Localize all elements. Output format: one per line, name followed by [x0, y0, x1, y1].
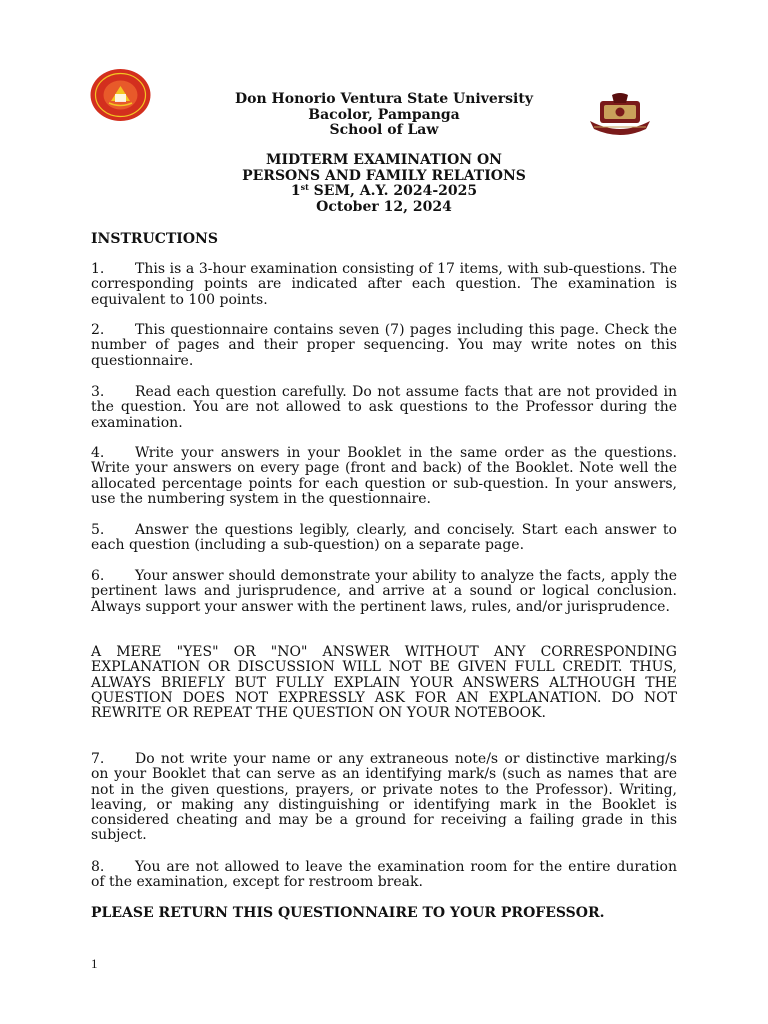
instruction-text: This is a 3-hour examination consisting of 17 items, with sub-questions. The corresponding points are indicated after each question. The examination is equivalent to 100 points. [91, 261, 677, 308]
instruction-item [91, 523, 677, 554]
instructions-heading: INSTRUCTIONS [91, 231, 218, 247]
closing-notice: PLEASE RETURN THIS QUESTIONNAIRE TO YOUR PROFESSOR. [91, 905, 605, 921]
instruction-item [91, 385, 677, 431]
exam-title-block [150, 153, 618, 215]
instruction-item [91, 860, 677, 891]
exam-date: October 12, 2024 [316, 198, 452, 215]
instruction-item [91, 262, 677, 308]
instruction-text: You are not allowed to leave the examination room for the entire duration of the examination, except for restroom break. [91, 859, 677, 891]
university-header [150, 92, 618, 139]
university-name: Don Honorio Ventura State University [235, 91, 533, 107]
instruction-number: 4. [91, 445, 105, 461]
semester-year: SEM, A.Y. 2024-2025 [308, 183, 478, 200]
semester-ordinal: st [300, 182, 309, 193]
page-number: 1 [91, 956, 98, 971]
exam-semester [150, 184, 618, 200]
instruction-item [91, 446, 677, 507]
exam-title-line1: MIDTERM EXAMINATION ON [266, 152, 502, 168]
instruction-text: This questionnaire contains seven (7) pages including this page. Check the number of pages and their proper sequencing. You may write notes on this questionnaire. [91, 322, 677, 369]
instruction-text: Your answer should demonstrate your ability to analyze the facts, apply the pertinent laws and jurisprudence, and arrive at a sound or logical conclusion. Always support your answer with the pertinent laws, rules, and/or jurisprudence. [91, 568, 677, 615]
dhvsu-seal-icon [89, 68, 152, 122]
instruction-number: 5. [91, 522, 105, 538]
semester-number: 1 [290, 183, 301, 200]
instruction-text: Read each question carefully. Do not assume facts that are not provided in the question. You are not allowed to ask questions to the Professor during the examination. [91, 384, 677, 431]
instruction-item [91, 569, 677, 615]
instruction-number: 6. [91, 568, 105, 584]
instruction-text: Write your answers in your Booklet in the same order as the questions. Write your answers on every page (front and back) of the Booklet. Note well the allocated percentage points for each question or sub-question. In your answers, use the numbering system in the questionnaire. [91, 445, 677, 507]
instruction-number: 8. [91, 859, 105, 875]
caps-notice: A MERE "YES" OR "NO" ANSWER WITHOUT ANY CORRESPONDING EXPLANATION OR DISCUSSION WILL NOT BE GIVEN FULL CREDIT. THUS, ALWAYS BRIEFLY BUT FULLY EXPLAIN YOUR ANSWERS ALTHOUGH THE QUESTION DOES NOT EXPRESSLY ASK FOR AN EXPLANATION. DO NOT REWRITE OR REPEAT THE QUESTION ON YOUR NOTEBOOK. [91, 644, 677, 722]
instruction-item [91, 752, 677, 844]
instruction-text: Answer the questions legibly, clearly, and concisely. Start each answer to each question (including a sub-question) on a separate page. [91, 522, 677, 554]
exam-title-line2: PERSONS AND FAMILY RELATIONS [242, 167, 526, 184]
instruction-text: Do not write your name or any extraneous note/s or distinctive marking/s on your Booklet that can serve as an identifying mark/s (such as names that are not in the given questions, prayers, or private notes to the Professor). Writing, leaving, or making any distinguishing or identifying mark in the Booklet is considered cheating and may be a ground for receiving a failing grade in this subject. [91, 751, 677, 844]
instruction-item [91, 323, 677, 369]
school-name: School of Law [329, 122, 439, 138]
instruction-number: 7. [91, 751, 105, 767]
university-location: Bacolor, Pampanga [308, 106, 460, 123]
instruction-number: 1. [91, 261, 105, 277]
instruction-number: 3. [91, 384, 105, 400]
instruction-number: 2. [91, 322, 105, 338]
